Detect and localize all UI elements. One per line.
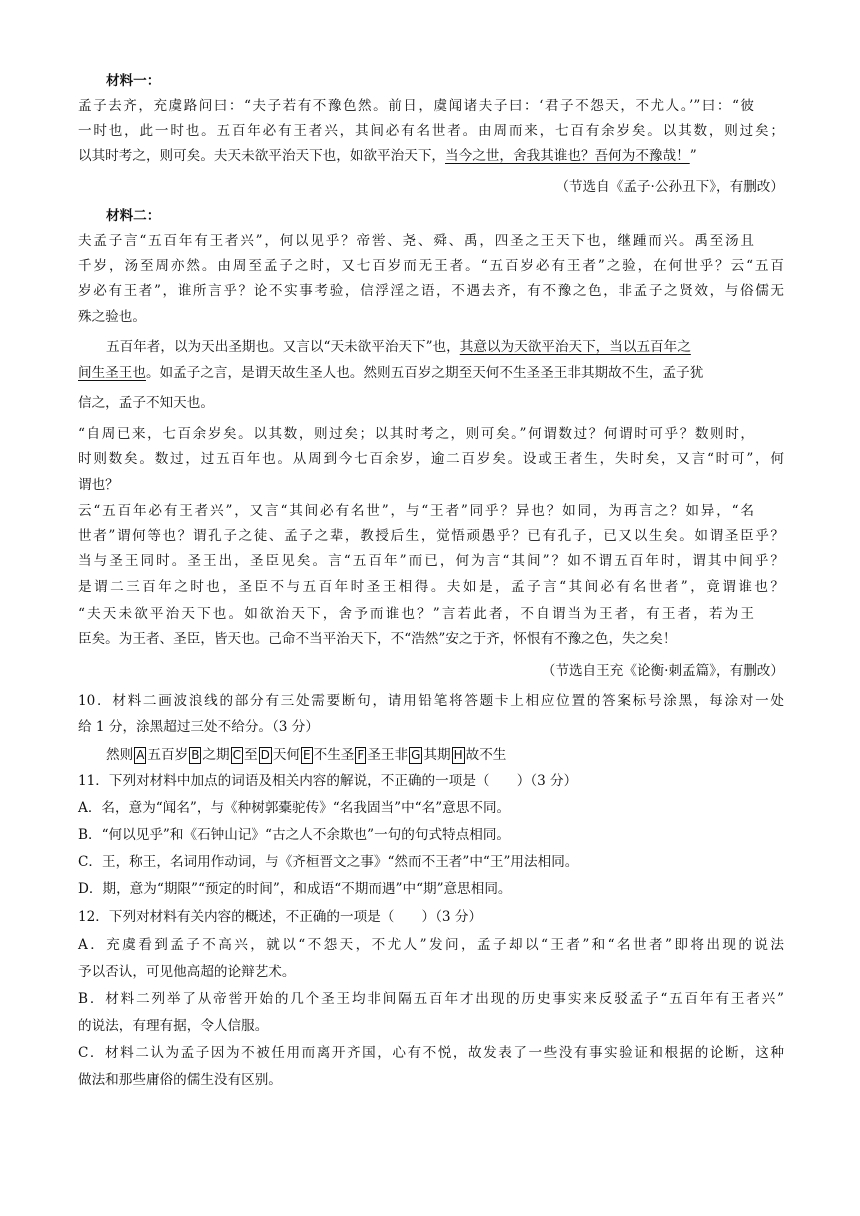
- material-two-line: 谓也？: [78, 477, 119, 493]
- question-12-option-c-cont: 做法和那些庸俗的儒生没有区别。: [78, 1072, 282, 1088]
- material-two-line: 夫孟子言“五百年有王者兴”，何以见乎？帝喾、尧、舜、禹，四圣之王天下也，继踵而兴。禹至汤且: [78, 233, 754, 249]
- question-10-stem: 给 1 分，涂黑超过三处不给分。（3 分）: [78, 719, 319, 735]
- question-12-option-b: B．材料二列举了从帝喾开始的几个圣王均非间隔五百年才出现的历史事实来反驳孟子“五百年有王者兴”: [78, 991, 784, 1007]
- material-two-line: 五百年者，以为天出圣期也。又言以“天未欲平治天下”也，其意以为天欲平治天下，当以五百年之: [106, 339, 691, 355]
- material-two-line: 信之，孟子不知天也。: [78, 395, 214, 411]
- underlined-sentence: 当今之世，舍我其谁也？吾何为不豫哉！: [445, 148, 690, 164]
- material-one-line: 以其时考之，则可矣。夫天未欲平治天下也，如欲平治天下，当今之世，舍我其谁也？吾何为不豫哉！”: [78, 148, 697, 164]
- material-two-line: 世者”谓何等也？谓孔子之徒、孟子之辈，教授后生，觉悟顽愚乎？已有孔子，已又以生矣。如谓圣臣乎？: [78, 528, 784, 544]
- question-11-stem: 11．下列对材料中加点的词语及相关内容的解说，不正确的一项是（ ）（3 分）: [78, 773, 578, 789]
- material-one-heading: 材料一：: [106, 73, 161, 89]
- option-box-h[interactable]: H: [453, 748, 463, 762]
- material-two-line: 岁必有王者”，谁所言乎？论不实事考验，信浮淫之语，不遇去齐，有不豫之色，非孟子之贤效，与俗儒无: [78, 283, 784, 299]
- material-two-heading: 材料二：: [106, 208, 161, 224]
- question-11-option-b: B．“何以见乎”和《石钟山记》“古之人不余欺也”一句的句式特点相同。: [78, 827, 511, 843]
- question-12-option-c: C．材料二认为孟子因为不被任用而离开齐国，心有不悦，故发表了一些没有事实验证和根据的论断，这种: [78, 1045, 784, 1061]
- material-two-source: （节选自王充《论衡·刺孟篇》，有删改）: [541, 663, 784, 679]
- underlined-sentence: 其意以为天欲平治天下，当以五百年之: [459, 339, 691, 355]
- material-one-source: （节选自《孟子·公孙丑下》，有删改）: [555, 179, 784, 195]
- option-box-a[interactable]: A: [136, 748, 145, 762]
- material-two-line: 云“五百年必有王者兴”，又言“其间必有名世”，与“王者”同乎？异也？如同，为再言之？如异，“名: [78, 503, 754, 519]
- option-box-f[interactable]: F: [357, 748, 365, 762]
- question-11-option-d: D．期，意为“期限”“预定的时间”，和成语“不期而遇”中“期”意思相同。: [78, 881, 512, 897]
- material-two-line: 千岁，汤至周亦然。由周至孟子之时，又七百岁而无王者。“五百岁必有王者”之验，在何世乎？云“五百: [78, 258, 784, 274]
- material-two-line: “自周已来，七百余岁矣。以其数，则过矣；以其时考之，则可矣。”何谓数过？何谓时可乎？数则时，: [78, 426, 754, 442]
- question-10-stem: 10．材料二画波浪线的部分有三处需要断句，请用铅笔将答题卡上相应位置的答案标号涂黑，每涂对一处: [78, 693, 784, 709]
- material-two-line: 殊之验也。: [78, 309, 146, 325]
- material-two-line: 时则数矣。数过，过五百年也。从周到今七百余岁，逾二百岁矣。设或王者生，失时矣，又言“时可”，何: [78, 451, 784, 467]
- option-box-g[interactable]: G: [411, 748, 421, 762]
- question-12-option-a-cont: 予以否认，可见他高超的论辩艺术。: [78, 964, 296, 980]
- question-12-stem: 12．下列对材料有关内容的概述，不正确的一项是（ ）（3 分）: [78, 909, 483, 925]
- material-two-line: “夫天未欲平治天下也。如欲治天下，舍予而谁也？”言若此者，不自谓当为王者，有王者，若为王: [78, 606, 754, 622]
- option-box-c[interactable]: C: [232, 748, 241, 762]
- question-12-option-b-cont: 的说法，有理有据，令人信服。: [78, 1018, 269, 1034]
- material-two-line: 间生圣王也。如孟子之言，是谓天故生圣人也。然则五百岁之期至天何不生圣圣王非其期故不生，孟子犹: [78, 365, 704, 381]
- material-two-line: 是谓二三百年之时也，圣臣不与五百年时圣王相得。夫如是，孟子言“其间必有名世者”，竟谓谁也？: [78, 579, 784, 595]
- option-box-b[interactable]: B: [191, 748, 200, 762]
- question-10-options: 然则 A 五百岁 B 之期 C 至 D 天何 E 不生圣 F 圣王非 G 其期 H 故不生: [106, 747, 507, 763]
- material-two-line: 当与圣王同时。圣王出，圣臣见矣。言“五百年”而已，何为言“其间”？如不谓五百年时，谓其中间乎？: [78, 553, 784, 569]
- material-one-line: 一时也，此一时也。五百年必有王者兴，其间必有名世者。由周而来，七百有余岁矣。以其数，则过矣；: [78, 123, 784, 139]
- underlined-sentence: 间生圣王也: [78, 365, 146, 381]
- question-12-option-a: A．充虞看到孟子不高兴，就以“不怨天，不尤人”发问，孟子却以“王者”和“名世者”即将出现的说法: [78, 937, 784, 953]
- material-one-line: 孟子去齐，充虞路问曰：“夫子若有不豫色然。前日，虞闻诸夫子曰：‘君子不怨天，不尤人。’”曰：“彼: [78, 98, 754, 114]
- question-11-option-a: A．名，意为“闻名”，与《种树郭橐驼传》“名我固当”中“名”意思不同。: [78, 800, 511, 816]
- option-box-e[interactable]: E: [303, 748, 311, 762]
- material-two-line: 臣矣。为王者、圣臣，皆天也。己命不当平治天下，不“浩然”安之于齐，怀恨有不豫之色，失之矣！: [78, 631, 677, 647]
- option-box-d[interactable]: D: [260, 748, 270, 762]
- question-11-option-c: C．王，称王，名词用作动词，与《齐桓晋文之事》“然而不王者”中“王”用法相同。: [78, 854, 579, 870]
